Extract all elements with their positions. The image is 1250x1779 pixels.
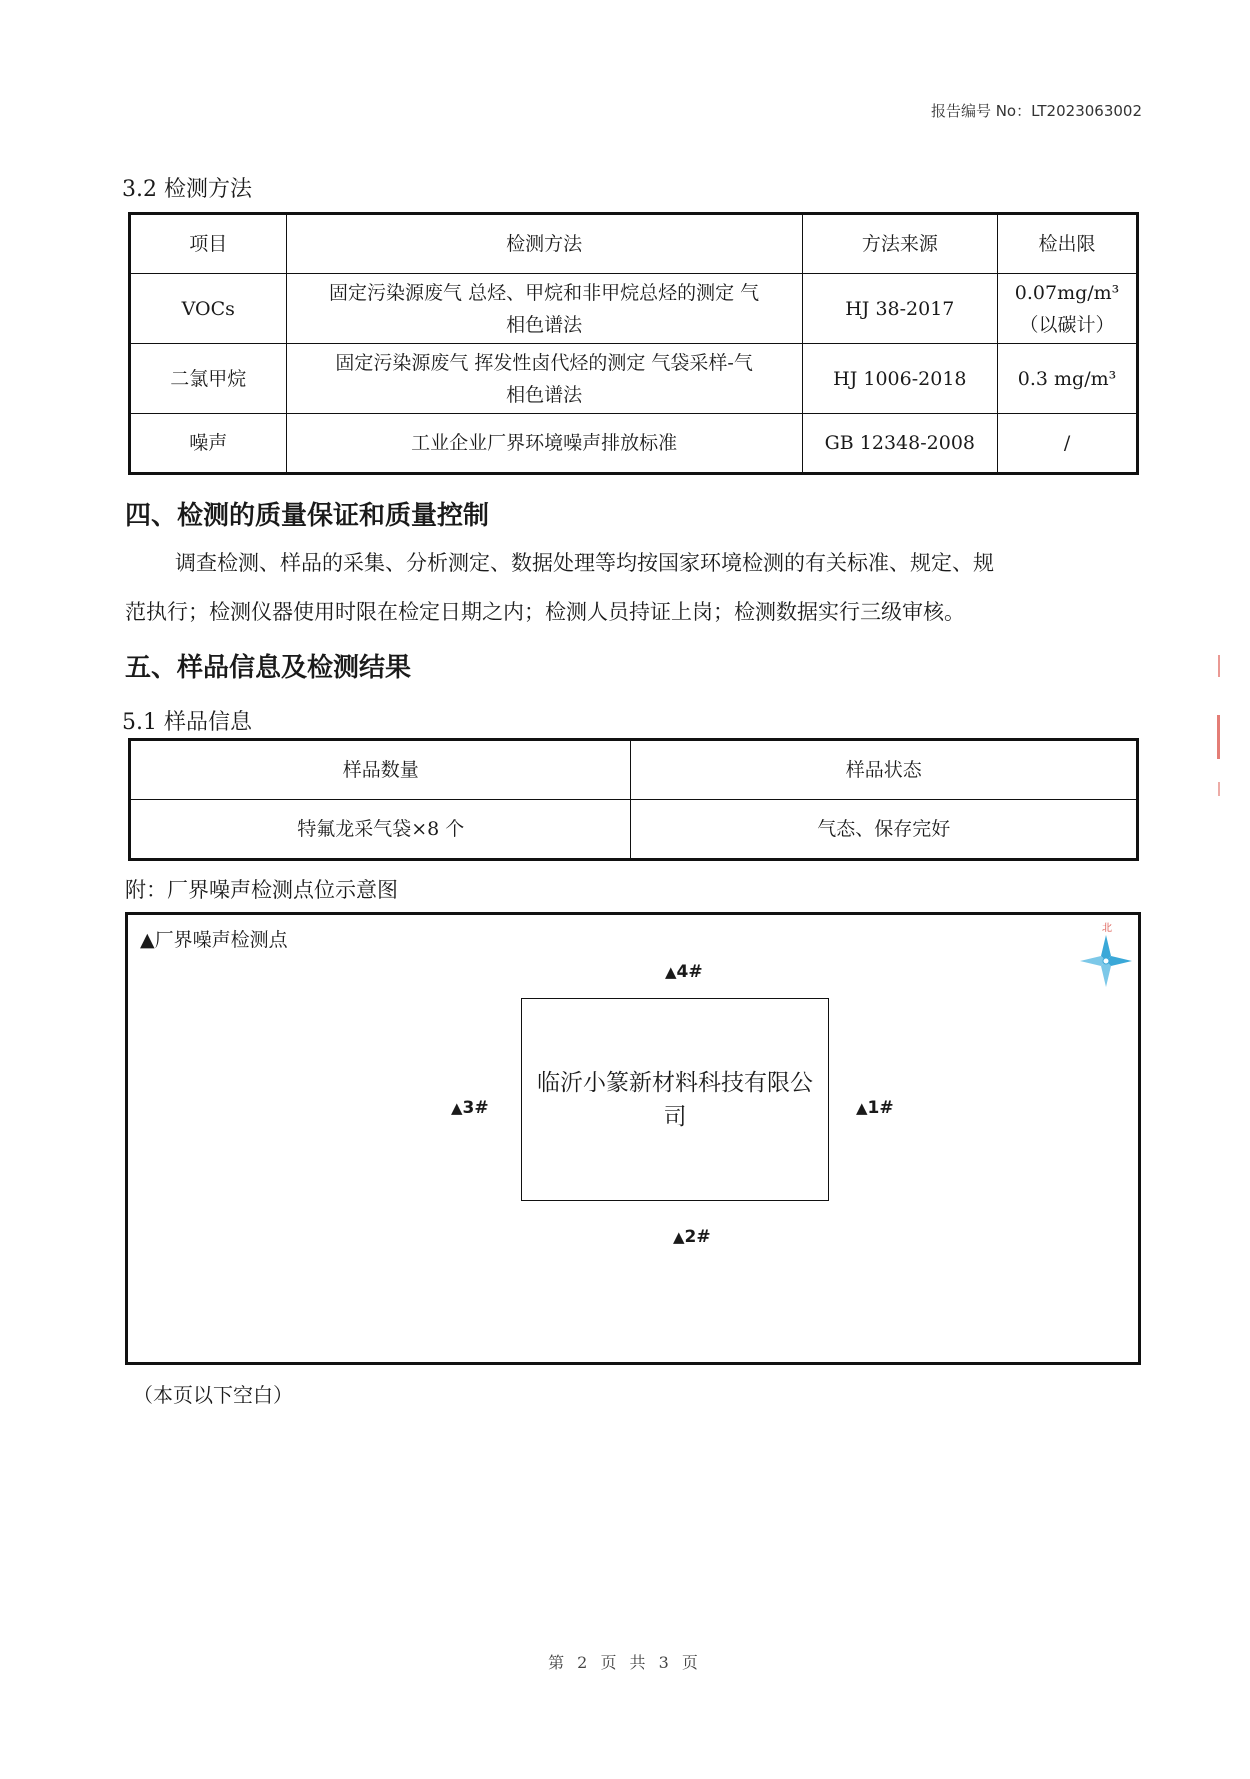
- item-cell: VOCs: [130, 274, 287, 344]
- seal-fragment: [1218, 655, 1236, 677]
- section-4-body: [125, 539, 1145, 637]
- method-line: 固定污染源废气 挥发性卤代烃的测定 气袋采样-气: [335, 351, 753, 374]
- item-cell: 噪声: [130, 414, 287, 474]
- limit-cell: [998, 274, 1138, 344]
- method-line: 相色谱法: [506, 313, 583, 336]
- company-box: 临沂小篆新材料科技有限公司: [521, 998, 829, 1201]
- diagram-legend: ▲厂界噪声检测点: [140, 929, 288, 951]
- point-label: 1#: [867, 1098, 894, 1118]
- body-line: 范执行；检测仪器使用时限在检定日期之内；检测人员持证上岗；检测数据实行三级审核。: [125, 600, 965, 624]
- section-5-title: 五、样品信息及检测结果: [125, 653, 412, 683]
- seal-fragment: [1217, 715, 1236, 759]
- method-cell: 工业企业厂界环境噪声排放标准: [286, 414, 802, 474]
- point-1: [856, 1098, 894, 1118]
- seal-fragment: [1218, 782, 1236, 796]
- page-number: 第 2 页 共 3 页: [548, 1653, 702, 1672]
- limit-cell: 0.3 mg/m³: [998, 344, 1138, 414]
- source-cell: HJ 38-2017: [802, 274, 997, 344]
- table-row: [130, 274, 1138, 344]
- header-cell: 样品状态: [631, 740, 1138, 800]
- point-4: [665, 962, 703, 982]
- point-2: [673, 1227, 711, 1247]
- point-label: 2#: [684, 1227, 711, 1247]
- limit-line: （以碳计）: [1019, 313, 1115, 336]
- compass-north-label: 北: [1102, 923, 1112, 934]
- noise-point-diagram: [125, 912, 1141, 1365]
- point-label: 4#: [676, 962, 703, 982]
- table-row: [130, 414, 1138, 474]
- triangle-icon: ▲: [673, 1228, 685, 1246]
- method-line: 固定污染源废气 总烃、甲烷和非甲烷总烃的测定 气: [329, 281, 760, 304]
- section-4-title: 四、检测的质量保证和质量控制: [125, 501, 490, 531]
- header-cell: 样品数量: [130, 740, 631, 800]
- triangle-icon: ▲: [665, 963, 677, 981]
- sample-table: [128, 738, 1139, 861]
- method-cell: [286, 274, 802, 344]
- header-cell: 方法来源: [802, 214, 997, 274]
- table-row: [130, 800, 1138, 860]
- point-label: 3#: [462, 1098, 489, 1118]
- report-number: 报告编号 No：LT2023063002: [930, 102, 1142, 120]
- quantity-cell: 特氟龙采气袋×8 个: [130, 800, 631, 860]
- header-cell: 检测方法: [286, 214, 802, 274]
- triangle-icon: ▲: [451, 1099, 463, 1117]
- section-5-1-title: 5.1 样品信息: [122, 710, 252, 735]
- source-cell: GB 12348-2008: [802, 414, 997, 474]
- state-cell: 气态、保存完好: [631, 800, 1138, 860]
- source-cell: HJ 1006-2018: [802, 344, 997, 414]
- diagram-caption: 附：厂界噪声检测点位示意图: [125, 878, 398, 902]
- blank-note: （本页以下空白）: [133, 1383, 293, 1407]
- header-cell: 项目: [130, 214, 287, 274]
- table-row: [130, 344, 1138, 414]
- limit-line: 0.07mg/m³: [1014, 281, 1120, 304]
- body-line: 调查检测、样品的采集、分析测定、数据处理等均按国家环境检测的有关标准、规定、规: [175, 551, 994, 575]
- method-table: [128, 212, 1139, 475]
- header-cell: 检出限: [998, 214, 1138, 274]
- section-3-2-title: 3.2 检测方法: [122, 177, 252, 202]
- table-header-row: [130, 214, 1138, 274]
- triangle-icon: ▲: [856, 1099, 868, 1117]
- compass-icon: [1078, 921, 1138, 993]
- item-cell: 二氯甲烷: [130, 344, 287, 414]
- limit-cell: /: [998, 414, 1138, 474]
- method-cell: [286, 344, 802, 414]
- point-3: [451, 1098, 489, 1118]
- table-header-row: [130, 740, 1138, 800]
- method-line: 相色谱法: [506, 383, 583, 406]
